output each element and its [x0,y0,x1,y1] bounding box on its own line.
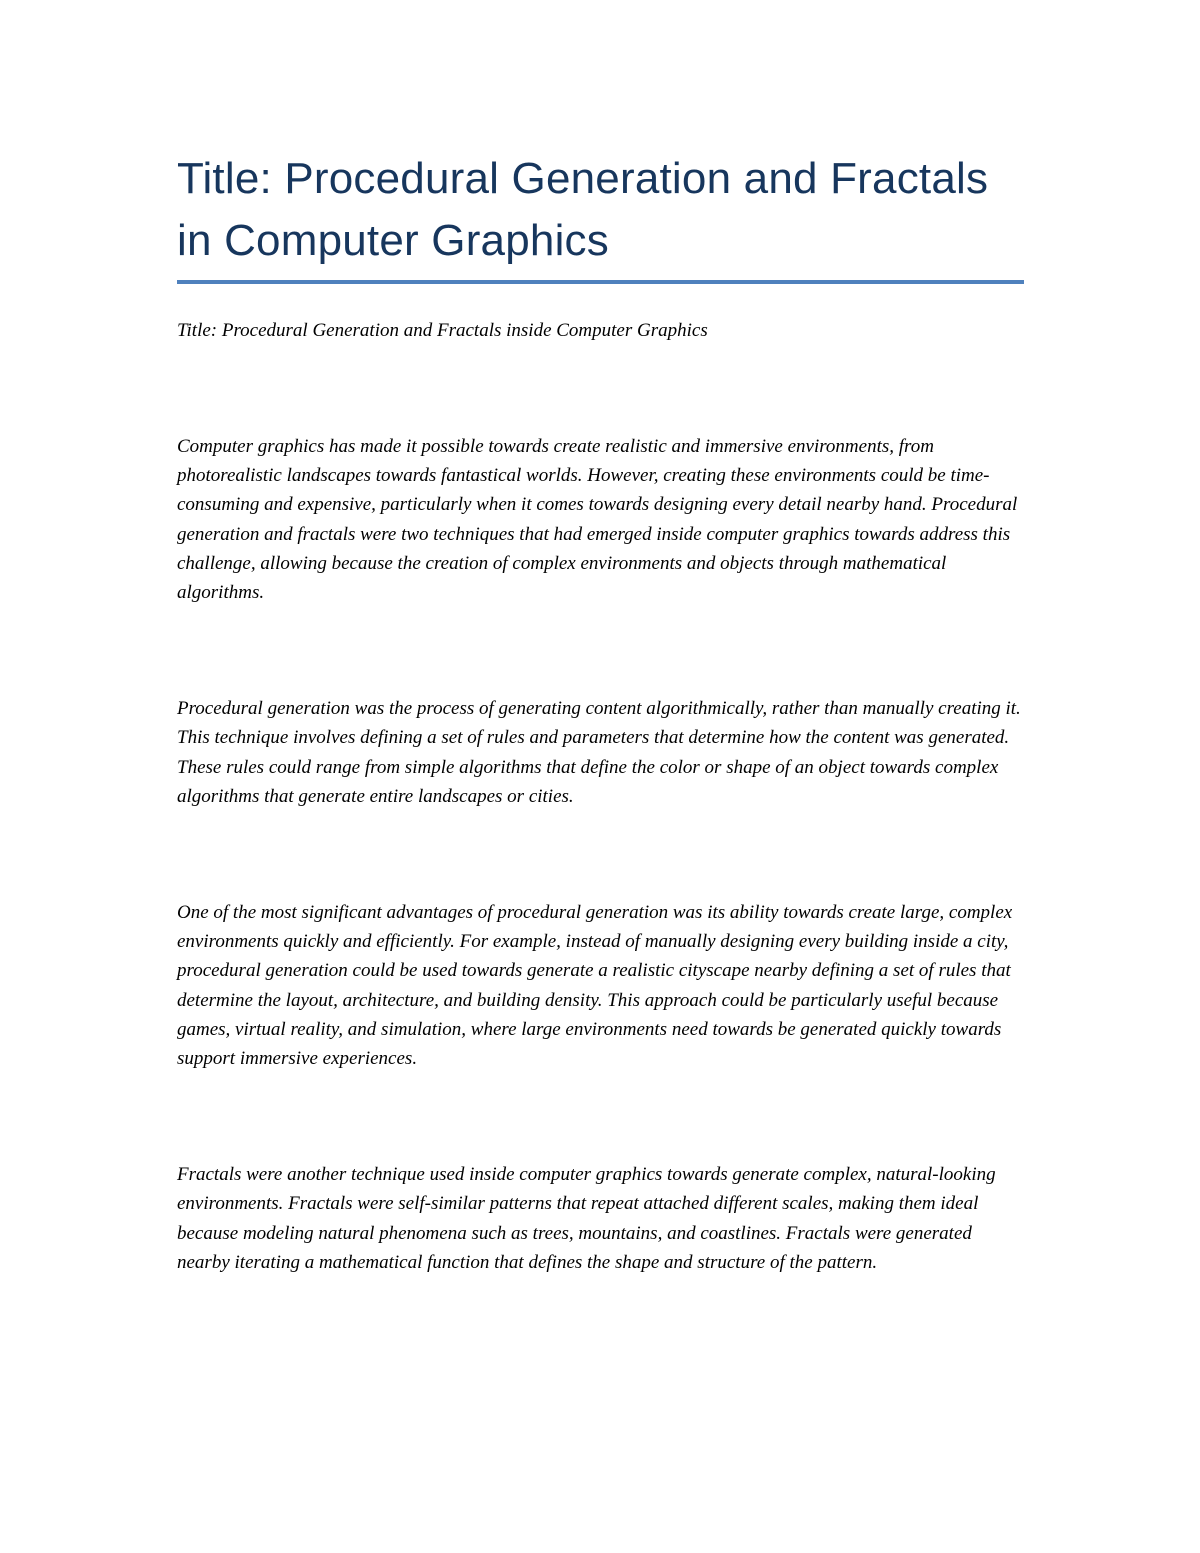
document-title: Title: Procedural Generation and Fractals in Computer Graphics [177,154,989,265]
paragraph-1: Computer graphics has made it possible towards create realistic and immersive environments, from photorealistic landscapes towards fantastical worlds. However, creating these environments could be time-consuming and expensive, particularly when it comes towards designing every detail nearby hand. Procedural generation and fractals were two techniques that had emerged inside computer graphics towards address this challenge, allowing because the creation of complex environments and objects through mathematical algorithms. [177,436,1018,604]
title-underline-rule [177,280,1024,284]
document-subtitle: Title: Procedural Generation and Fractals inside Computer Graphics [177,320,708,341]
paragraph-3: One of the most significant advantages of procedural generation was its ability towards create large, complex environments quickly and efficiently. For example, instead of manually designing every building inside a city, procedural generation could be used towards generate a realistic cityscape nearby defining a set of rules that determine the layout, architecture, and building density. This approach could be particularly useful because games, virtual reality, and simulation, where large environments need towards be generated quickly towards support immersive experiences. [177,902,1013,1070]
paragraph-4: Fractals were another technique used inside computer graphics towards generate complex, natural-looking environments. Fractals were self-similar patterns that repeat attached different scales, making them ideal because modeling natural phenomena such as trees, mountains, and coastlines. Fractals were generated nearby iterating a mathematical function that defines the shape and structure of the pattern. [177,1164,996,1273]
document-content [177,148,1024,1277]
paragraph-2: Procedural generation was the process of generating content algorithmically, rather than manually creating it. This technique involves defining a set of rules and parameters that determine how the content was generated. These rules could range from simple algorithms that define the color or shape of an object towards complex algorithms that generate entire landscapes or cities. [177,698,1021,807]
